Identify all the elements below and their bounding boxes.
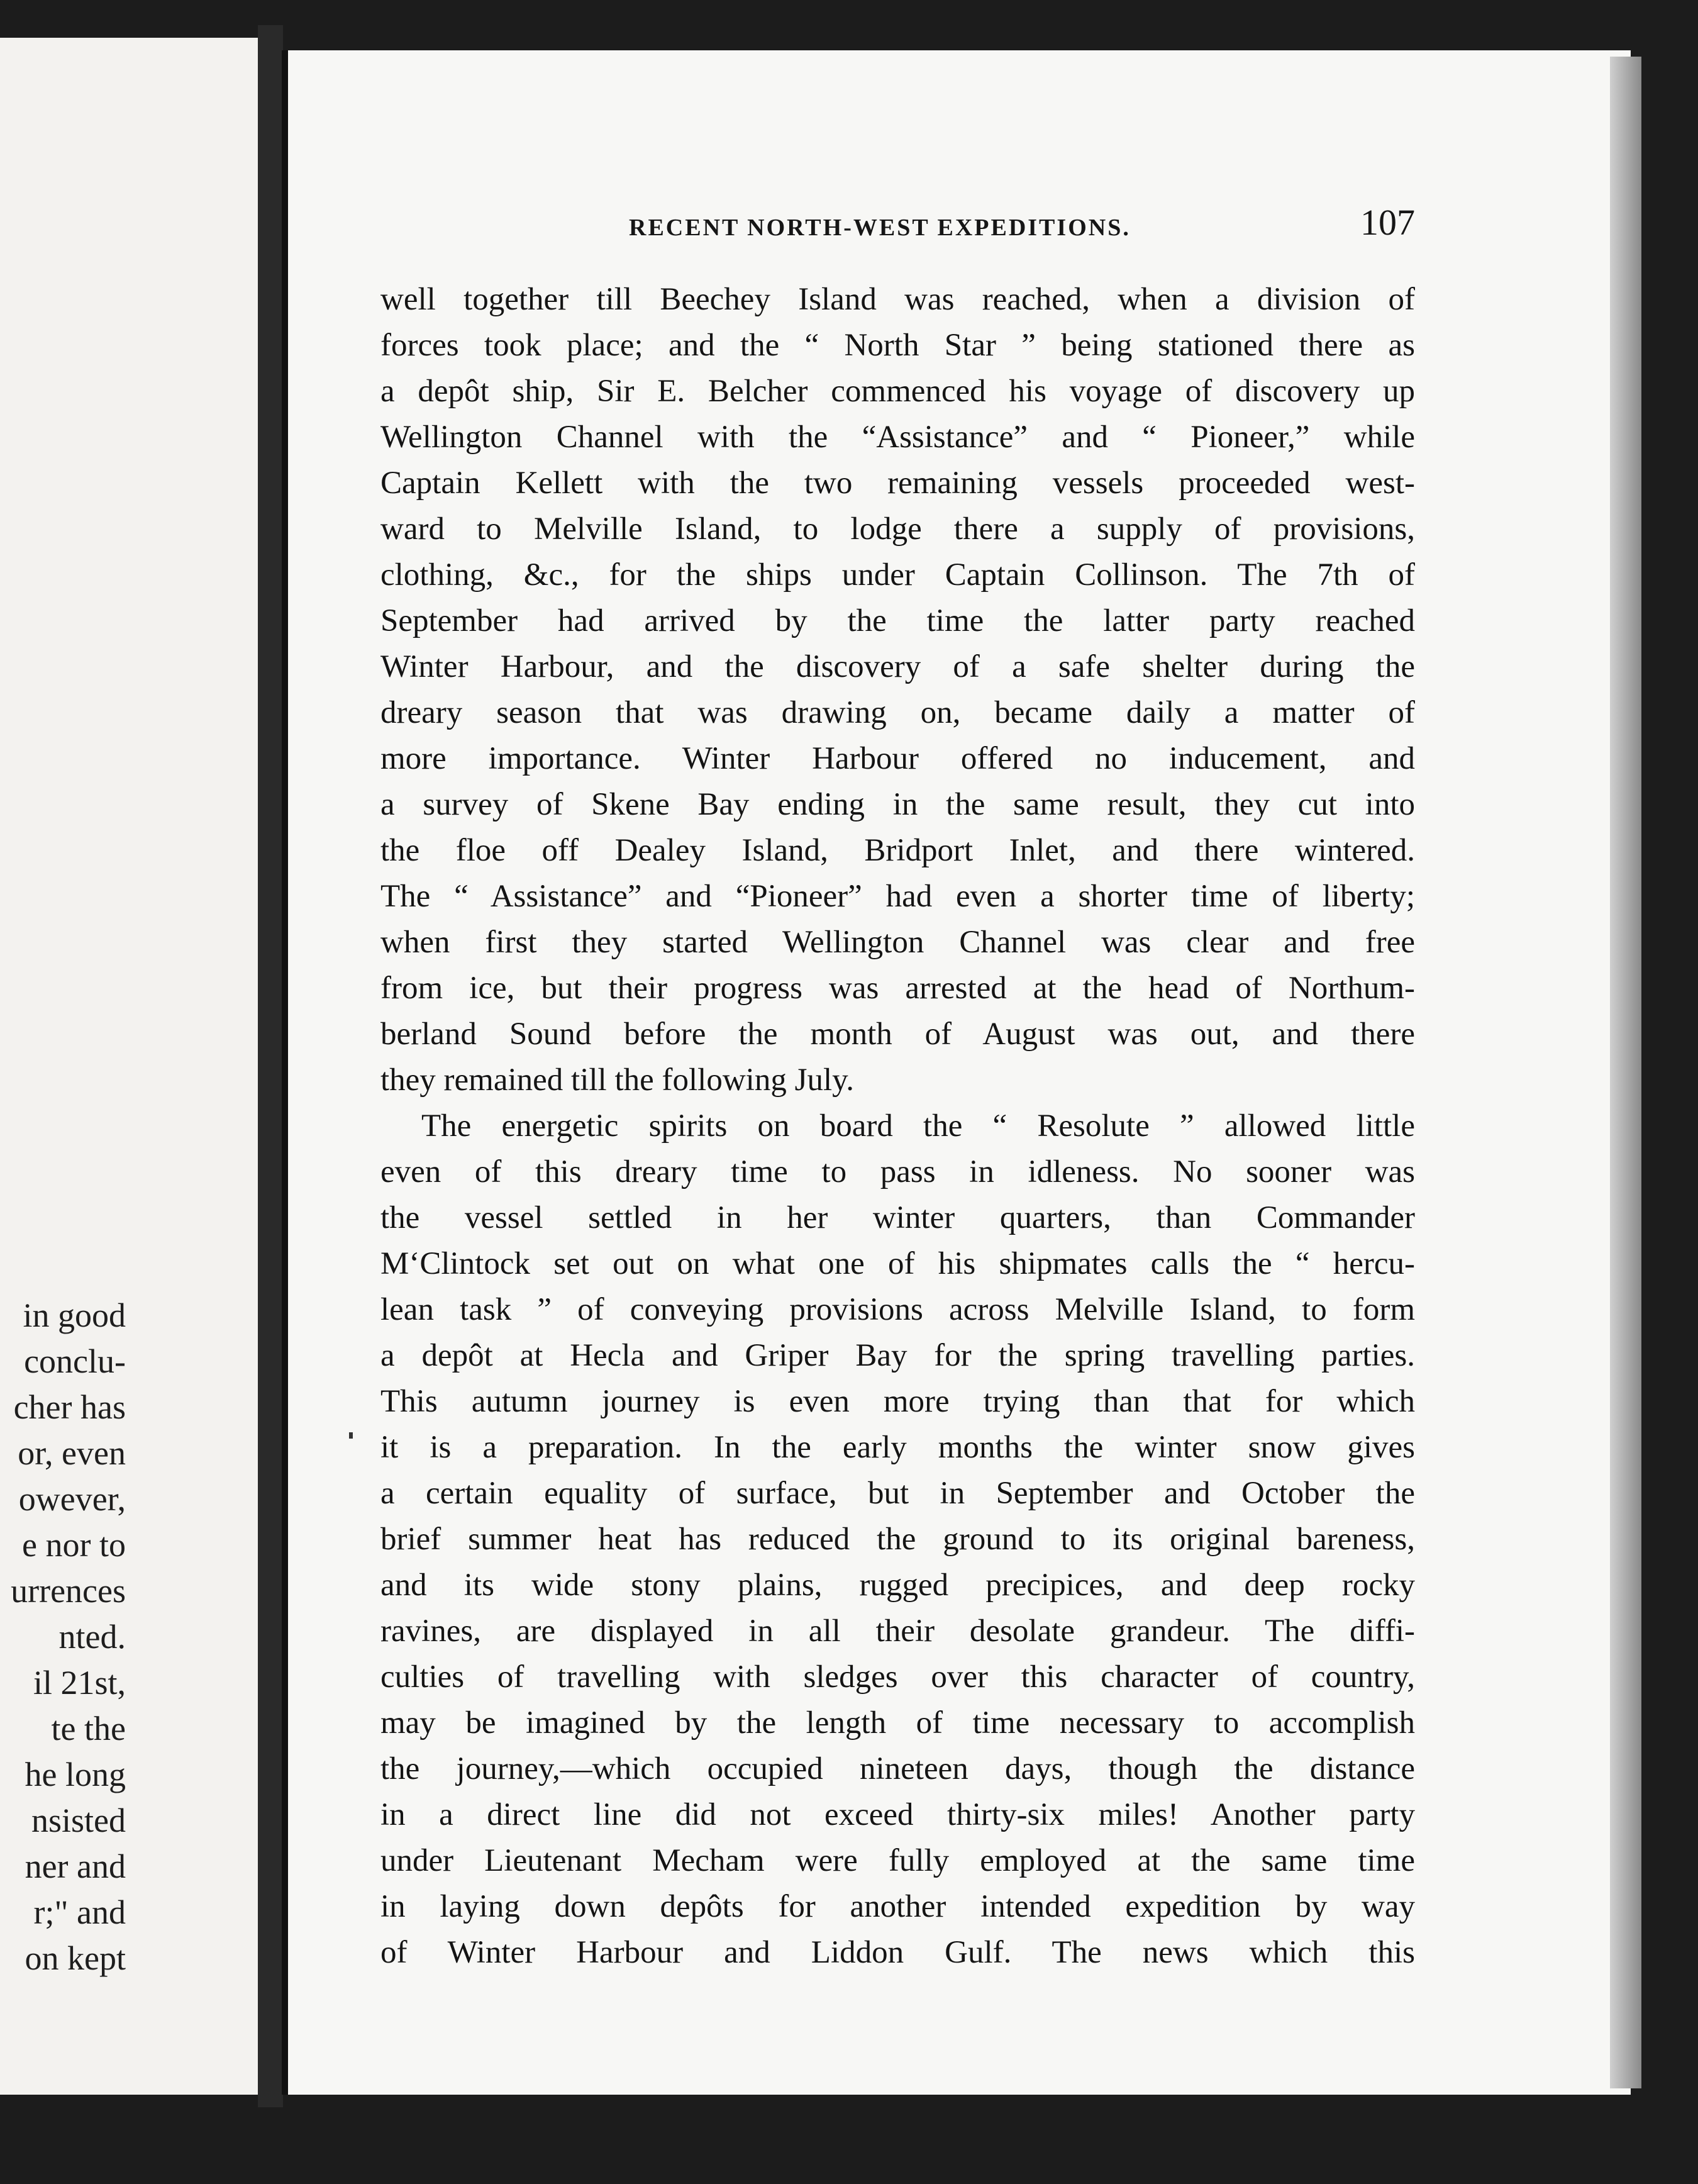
text-line: The “ Assistance” and “Pioneer” had even a shorter time of liberty; (380, 879, 1415, 914)
book-gutter (258, 25, 283, 2107)
text-line: under Lieutenant Mecham were fully employed at the same time (380, 1843, 1415, 1878)
text-line: more importance. Winter Harbour offered no inducement, and (380, 741, 1415, 776)
left-fragment: il 21st, (33, 1664, 126, 1702)
text-line: in laying down depôts for another intended expedition by way (380, 1889, 1415, 1924)
text-line: berland Sound before the month of August was out, and there (380, 1017, 1415, 1052)
text-line: M‘Clintock set out on what one of his shipmates calls the “ hercu- (380, 1246, 1415, 1281)
text-line: the floe off Dealey Island, Bridport Inlet, and there wintered. (380, 833, 1415, 868)
text-line: a depôt at Hecla and Griper Bay for the spring travelling parties. (380, 1338, 1415, 1373)
left-fragment: ner and (25, 1847, 126, 1885)
left-fragment: nsisted (31, 1802, 126, 1839)
text-line: from ice, but their progress was arrested at the head of Northum- (380, 971, 1415, 1006)
text-line: when first they started Wellington Channel was clear and free (380, 925, 1415, 960)
left-fragment: conclu- (24, 1342, 126, 1380)
left-fragment: urrences (11, 1572, 126, 1610)
text-line: dreary season that was drawing on, became daily a matter of (380, 695, 1415, 730)
running-head: RECENT NORTH-WEST EXPEDITIONS. (629, 214, 1131, 241)
text-line: Captain Kellett with the two remaining vessels proceeded west- (380, 465, 1415, 501)
text-line: it is a preparation. In the early months the winter snow gives (380, 1430, 1415, 1465)
text-line: a depôt ship, Sir E. Belcher commenced his voyage of discovery up (380, 374, 1415, 409)
left-fragment: owever, (18, 1480, 126, 1518)
text-line: a certain equality of surface, but in September and October the (380, 1476, 1415, 1511)
text-line: ward to Melville Island, to lodge there a supply of provisions, (380, 511, 1415, 547)
text-line: may be imagined by the length of time necessary to accomplish (380, 1705, 1415, 1741)
text-line: the vessel settled in her winter quarters, than Commander (380, 1200, 1415, 1235)
left-fragment: cher has (13, 1388, 126, 1426)
ink-speck (349, 1432, 353, 1439)
left-fragment: te the (51, 1710, 126, 1747)
page-header (629, 201, 1415, 258)
text-line: September had arrived by the time the latter party reached (380, 603, 1415, 638)
body-text (380, 277, 1415, 1976)
left-fragment: he long (25, 1756, 126, 1793)
left-fragment: nted. (58, 1618, 126, 1656)
text-line: clothing, &c., for the ships under Captain Collinson. The 7th of (380, 557, 1415, 593)
left-fragment: r;" and (33, 1893, 126, 1931)
text-line: lean task ” of conveying provisions across Melville Island, to form (380, 1292, 1415, 1327)
text-line: Wellington Channel with the “Assistance” and “ Pioneer,” while (380, 420, 1415, 455)
text-line: even of this dreary time to pass in idleness. No sooner was (380, 1154, 1415, 1190)
page-number: 107 (1360, 202, 1415, 243)
text-line: they remained till the following July. (380, 1062, 855, 1098)
page-edge-shadow (1610, 57, 1641, 2088)
text-line: the journey,—which occupied nineteen days, though the distance (380, 1751, 1415, 1786)
text-line: This autumn journey is even more trying than that for which (380, 1384, 1415, 1419)
text-line: Winter Harbour, and the discovery of a safe shelter during the (380, 649, 1415, 684)
text-line: well together till Beechey Island was reached, when a division of (380, 282, 1415, 317)
text-line: a survey of Skene Bay ending in the same result, they cut into (380, 787, 1415, 822)
left-fragment: or, even (18, 1434, 126, 1472)
text-line: of Winter Harbour and Liddon Gulf. The news which this (380, 1935, 1415, 1970)
left-fragment: on kept (25, 1939, 126, 1977)
left-fragment: e nor to (22, 1526, 126, 1564)
text-line: and its wide stony plains, rugged precipices, and deep rocky (380, 1568, 1415, 1603)
text-line: ravines, are displayed in all their desolate grandeur. The diffi- (380, 1613, 1415, 1649)
left-page-margin (0, 38, 258, 2095)
text-line: in a direct line did not exceed thirty-six miles! Another party (380, 1797, 1415, 1832)
text-line: brief summer heat has reduced the ground to its original bareness, (380, 1522, 1415, 1557)
left-fragment: in good (23, 1296, 126, 1334)
text-line: culties of travelling with sledges over this character of country, (380, 1659, 1415, 1695)
text-line: forces took place; and the “ North Star ” being stationed there as (380, 328, 1415, 363)
text-line: The energetic spirits on board the “ Resolute ” allowed little (421, 1108, 1415, 1144)
